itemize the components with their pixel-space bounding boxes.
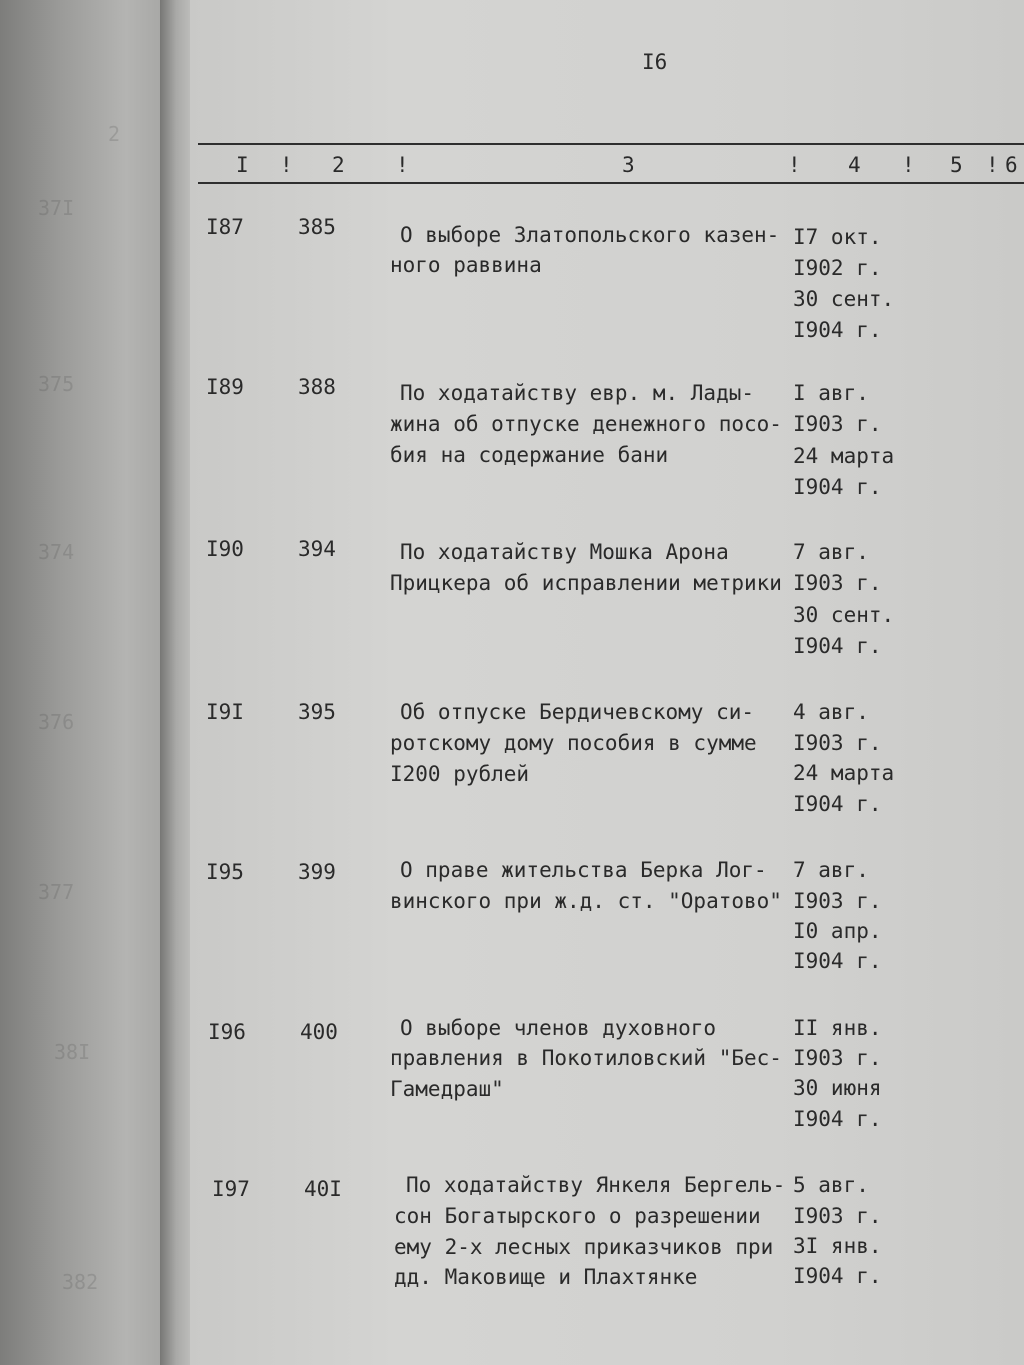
header-col-3: 3 [622,153,635,177]
row-date-line: I7 окт. [793,225,882,249]
row-date-line: 5 авг. [793,1173,869,1197]
header-col-4: 4 [848,153,861,177]
row-case-number: 400 [300,1020,338,1044]
left-page-ghost-number: 37I [38,196,75,220]
row-date-line: 30 июня [793,1076,882,1100]
row-title-line: ему 2-х лесных приказчиков при [394,1235,774,1259]
left-page-ghost-number: 376 [38,710,75,734]
row-title-line: I200 рублей [390,762,530,786]
row-date-line: I903 г. [793,1046,882,1070]
left-page-ghost-number: 375 [38,372,75,396]
row-title-line: дд. Маковище и Плахтянке [394,1265,698,1289]
row-date-line: 7 авг. [793,540,869,564]
row-date-line: 30 сент. [793,603,895,627]
header-col-2: 2 [332,153,345,177]
row-title-line: сон Богатырского о разрешении [394,1204,761,1228]
left-page-ghost-number: 374 [38,540,75,564]
row-title-line: Прицкера об исправлении метрики [390,571,782,595]
row-title-line: ного раввина [390,253,542,277]
row-date-line: I904 г. [793,949,882,973]
header-col-5: 5 [950,153,963,177]
row-title-line: По ходатайству Янкеля Бергель- [406,1173,786,1197]
row-date-line: 4 авг. [793,700,869,724]
row-number: I95 [206,860,244,884]
header-col-6: 6 [1005,153,1018,177]
row-date-line: 24 марта [793,444,895,468]
row-date-line: I903 г. [793,1204,882,1228]
header-rule-bottom [198,182,1024,184]
left-page-ghost-number: 38I [54,1040,91,1064]
header-separator: ! [280,153,293,177]
row-date-line: I904 г. [793,1107,882,1131]
row-number: I9I [206,700,244,724]
row-title-line: жина об отпуске денежного посо- [390,412,782,436]
left-page [0,0,168,1365]
row-case-number: 388 [298,375,336,399]
row-date-line: I903 г. [793,889,882,913]
row-title-line: О праве жительства Берка Лог- [400,858,767,882]
row-date-line: I903 г. [793,412,882,436]
row-case-number: 395 [298,700,336,724]
row-title-line: винского при ж.д. ст. "Оратово" [390,889,782,913]
left-page-ghost-number: 2 [108,122,121,146]
row-number: I87 [206,215,244,239]
row-date-line: I902 г. [793,256,882,280]
row-number: I89 [206,375,244,399]
row-title-line: По ходатайству Мошка Арона [400,540,729,564]
row-title-line: ротскому дому пособия в сумме [390,731,757,755]
row-title-line: О выборе членов духовного [400,1016,717,1040]
header-separator: ! [902,153,915,177]
row-title-line: О выборе Златопольского казен- [400,223,780,247]
left-page-ghost-number: 377 [38,880,75,904]
header-col-1: I [236,153,249,177]
row-case-number: 40I [304,1177,342,1201]
header-separator: ! [396,153,409,177]
row-date-line: 30 сент. [793,287,895,311]
left-page-ghost-number: 382 [62,1270,99,1294]
row-number: I97 [212,1177,250,1201]
row-date-line: I904 г. [793,634,882,658]
row-case-number: 394 [298,537,336,561]
row-date-line: I903 г. [793,571,882,595]
row-date-line: 7 авг. [793,858,869,882]
row-case-number: 399 [298,860,336,884]
row-number: I96 [208,1020,246,1044]
row-title-line: Об отпуске Бердичевскому си- [400,700,755,724]
row-date-line: 3I янв. [793,1234,882,1258]
row-date-line: I904 г. [793,475,882,499]
row-date-line: I904 г. [793,1264,882,1288]
header-separator: ! [788,153,801,177]
header-separator: ! [986,153,999,177]
header-rule-top [198,143,1024,145]
document-page [190,0,1024,1365]
row-date-line: I авг. [793,381,869,405]
row-number: I90 [206,537,244,561]
row-title-line: По ходатайству евр. м. Лады- [400,381,755,405]
row-date-line: I904 г. [793,792,882,816]
row-title-line: Гамедраш" [390,1077,504,1101]
row-date-line: I903 г. [793,731,882,755]
row-date-line: II янв. [793,1016,882,1040]
row-date-line: I0 апр. [793,919,882,943]
row-case-number: 385 [298,215,336,239]
row-date-line: 24 марта [793,761,895,785]
row-date-line: I904 г. [793,318,882,342]
row-title-line: правления в Покотиловский "Бес- [390,1046,782,1070]
page-number: I6 [642,50,668,74]
row-title-line: бия на содержание бани [390,443,669,467]
